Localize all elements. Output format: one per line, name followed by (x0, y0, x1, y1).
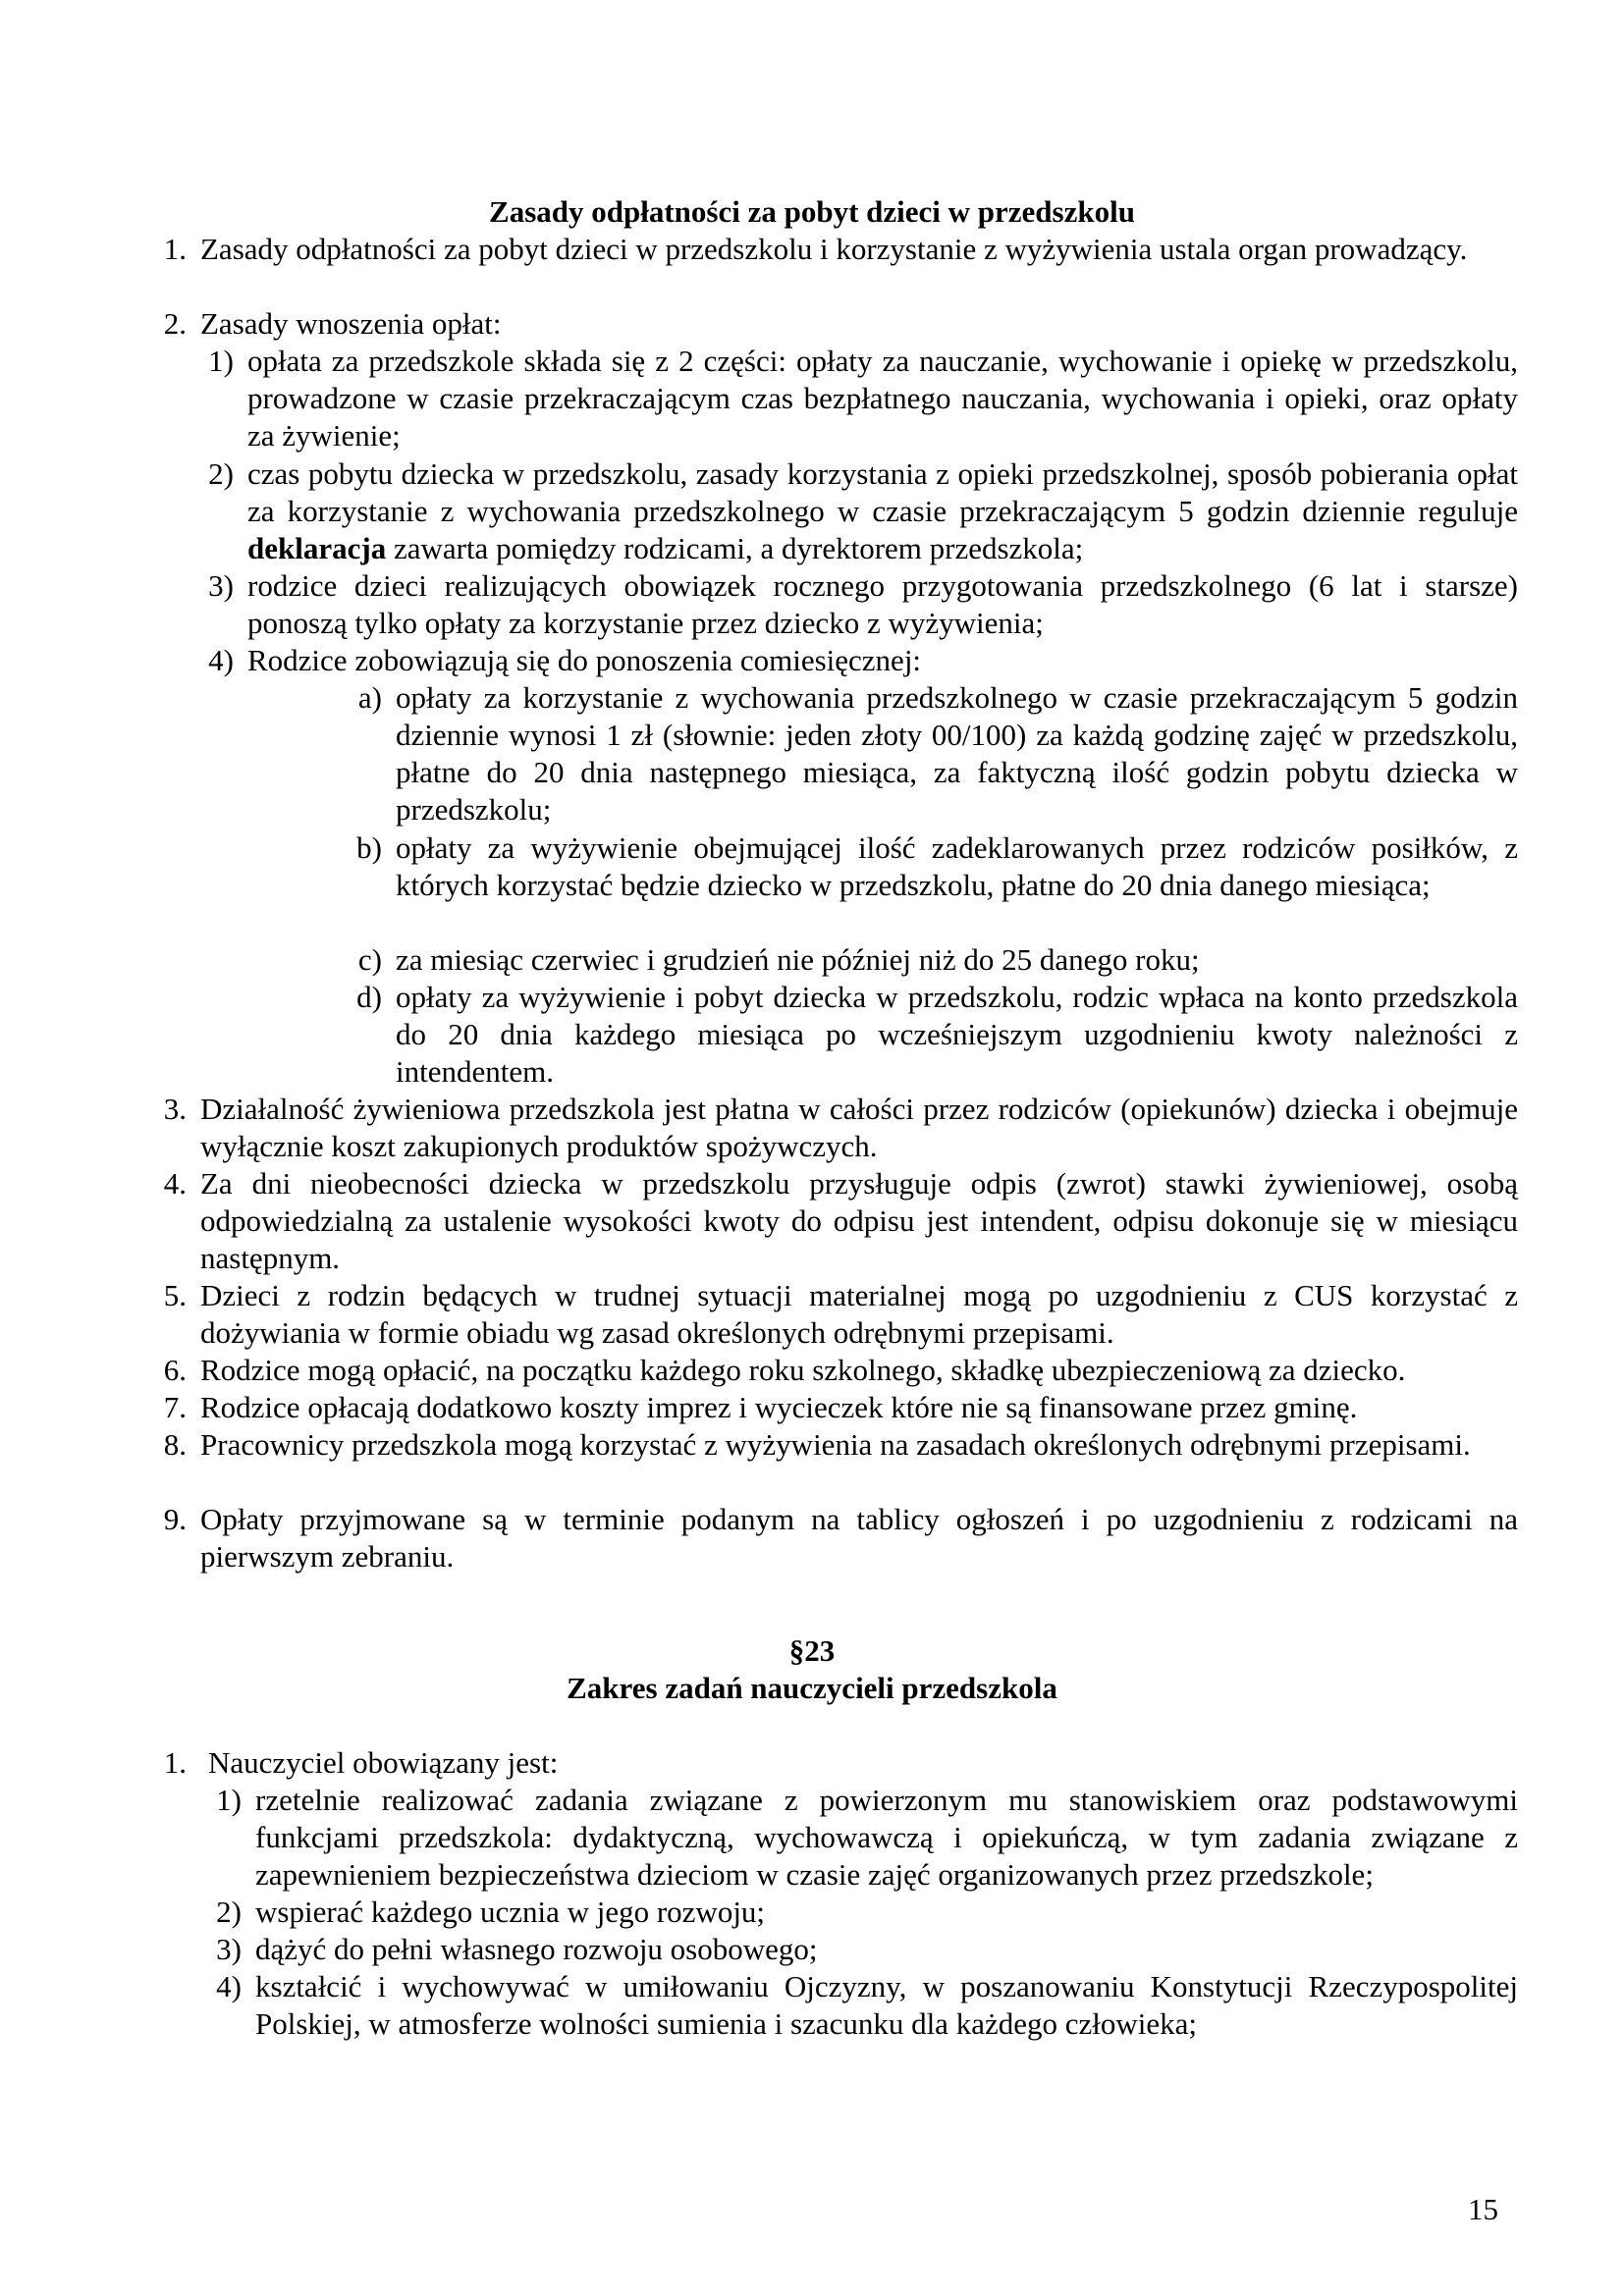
item-number: 9. (163, 1502, 187, 1536)
sub-sub-item-b (356, 829, 1518, 904)
item-number: 1) (208, 344, 234, 378)
list-item-9 (163, 1501, 1518, 1575)
item-letter: c) (357, 942, 382, 977)
bold-term: deklaracja (247, 531, 387, 565)
item-number: 1. (163, 1745, 187, 1780)
sub-sub-item-d (356, 979, 1518, 1091)
teacher-sub-item-2 (216, 1894, 1518, 1931)
item-letter: a) (357, 680, 382, 715)
item-text: opłaty za korzystanie z wychowania przedszkolnego w czasie przekraczającym 5 godzin dziennie wynosi 1 zł (słownie: jeden złoty 00/100) za każdą godzinę zajęć w przedszkolu, płatne do 20 dnia następnego miesiąca, za faktyczną ilość godzin pobytu dziecka w przedszkolu; (396, 680, 1518, 827)
sub-item-2-3 (208, 567, 1518, 642)
teacher-sub-item-1 (216, 1782, 1518, 1894)
section-title-teachers: Zakres zadań nauczycieli przedszkola (567, 1671, 1057, 1705)
item-number: 3. (163, 1092, 187, 1126)
item-text: Pracownicy przedszkola mogą korzystać z wyżywienia na zasadach określonych odrębnymi przepisami. (200, 1427, 1471, 1462)
teacher-sub-item-4 (216, 1968, 1518, 2043)
item-text: Zasady odpłatności za pobyt dzieci w przedszkolu i korzystanie z wyżywienia ustala organ prowadzący. (200, 232, 1468, 266)
sub-item-2-1 (208, 343, 1518, 454)
item-text: opłaty za wyżywienie obejmującej ilość zadeklarowanych przez rodziców posiłków, z których korzystać będzie dziecko w przedszkolu, płatne do 20 dnia danego miesiąca; (396, 830, 1518, 902)
item-text: Zasady wnoszenia opłat: (200, 306, 502, 341)
item-number: 1) (216, 1783, 242, 1817)
item-text: Za dni nieobecności dziecka w przedszkolu przysługuje odpis (zwrot) stawki żywieniowej, osobą odpowiedzialną za ustalenie wysokości kwoty do odpisu jest intendent, odpisu dokonuje się w miesiącu następnym. (200, 1166, 1518, 1275)
sub-sub-item-a (357, 679, 1518, 828)
list-item-8 (163, 1426, 1518, 1464)
item-number: 2) (216, 1895, 242, 1929)
item-number: 5. (163, 1278, 187, 1312)
item-text: Dzieci z rodzin będących w trudnej sytuacji materialnej mogą po uzgodnieniu z CUS korzystać z dożywiania w formie obiadu wg zasad określonych odrębnymi przepisami. (200, 1278, 1518, 1350)
item-text: Nauczyciel obowiązany jest: (208, 1745, 559, 1780)
item-number: 3) (208, 568, 234, 603)
item-number: 8. (163, 1427, 187, 1462)
sub-sub-item-c (357, 941, 1518, 979)
list-item-5 (163, 1277, 1518, 1352)
item-text: kształcić i wychowywać w umiłowaniu Ojczyzny, w poszanowaniu Konstytucji Rzeczypospolitej Polskiej, w atmosferze wolności sumienia i szacunku dla każdego człowieka; (255, 1969, 1518, 2041)
item-number: 2) (208, 456, 234, 491)
list-item-7 (163, 1389, 1518, 1426)
item-text: opłata za przedszkole składa się z 2 części: opłaty za nauczanie, wychowanie i opiekę w przedszkolu, prowadzone w czasie przekraczającym czas bezpłatnego nauczania, wychowania i opieki, oraz opłaty za żywienie; (247, 344, 1518, 453)
item-text: opłaty za wyżywienie i pobyt dziecka w przedszkolu, rodzic wpłaca na konto przedszkola do 20 dnia każdego miesiąca po wcześniejszym uzgodnieniu kwoty należności z intendentem. (396, 980, 1518, 1089)
teacher-item-1 (163, 1744, 1518, 1782)
item-text: rzetelnie realizować zadania związane z powierzonym mu stanowiskiem oraz podstawowymi funkcjami przedszkola: dydaktyczną, wychowawczą i opiekuńczą, w tym zadania związane z zapewnieniem bezpieczeństwa dzieciom w czasie zajęć organizowanych przez przedszkole; (255, 1783, 1518, 1892)
item-text: za miesiąc czerwiec i grudzień nie później niż do 25 danego roku; (396, 942, 1200, 977)
paragraph-symbol: §23 (788, 1633, 836, 1668)
item-letter: b) (356, 830, 382, 865)
item-number: 6. (163, 1353, 187, 1387)
list-item-1 (163, 231, 1518, 268)
list-item-3 (163, 1091, 1518, 1165)
item-text: rodzice dzieci realizujących obowiązek rocznego przygotowania przedszkolnego (6 lat i starsze) ponoszą tylko opłaty za korzystanie przez dziecko z wyżywienia; (247, 568, 1518, 640)
item-text: Działalność żywieniowa przedszkola jest płatna w całości przez rodziców (opiekunów) dziecka i obejmuje wyłącznie koszt zakupionych produktów spożywczych. (200, 1092, 1518, 1163)
sub-item-2-2 (208, 455, 1518, 567)
teacher-sub-item-3 (216, 1931, 1518, 1968)
item-number: 4. (163, 1166, 187, 1201)
item-number: 2. (163, 306, 187, 341)
item-number: 1. (163, 232, 187, 266)
section-title-fees: Zasady odpłatności za pobyt dzieci w przedszkolu (489, 194, 1135, 229)
item-number: 7. (163, 1390, 187, 1424)
item-number: 3) (216, 1932, 242, 1966)
item-text: Rodzice zobowiązują się do ponoszenia comiesięcznej: (247, 643, 922, 677)
item-text: Rodzice opłacają dodatkowo koszty imprez i wycieczek które nie są finansowane przez gminę. (200, 1390, 1358, 1424)
item-text: Rodzice mogą opłacić, na początku każdego roku szkolnego, składkę ubezpieczeniową za dziecko. (200, 1353, 1406, 1387)
item-letter: d) (356, 980, 382, 1014)
item-number: 4) (208, 643, 234, 677)
item-text: dążyć do pełni własnego rozwoju osobowego; (255, 1932, 818, 1966)
list-item-2 (163, 305, 1518, 343)
item-text: Opłaty przyjmowane są w terminie podanym na tablicy ogłoszeń i po uzgodnieniu z rodzicami na pierwszym zebraniu. (200, 1502, 1518, 1574)
item-number: 4) (216, 1969, 242, 2003)
list-item-4 (163, 1165, 1518, 1277)
page-number: 15 (1468, 2192, 1498, 2226)
item-text: wspierać każdego ucznia w jego rozwoju; (255, 1895, 766, 1929)
list-item-6 (163, 1352, 1518, 1389)
item-text: czas pobytu dziecka w przedszkolu, zasady korzystania z opieki przedszkolnej, sposób pobierania opłat za korzystanie z wychowania przedszkolnego w czasie przekraczającym 5 godzin dziennie reguluje deklaracja zawarta pomiędzy rodzicami, a dyrektorem przedszkola; (247, 456, 1518, 565)
sub-item-2-4 (208, 642, 1518, 679)
